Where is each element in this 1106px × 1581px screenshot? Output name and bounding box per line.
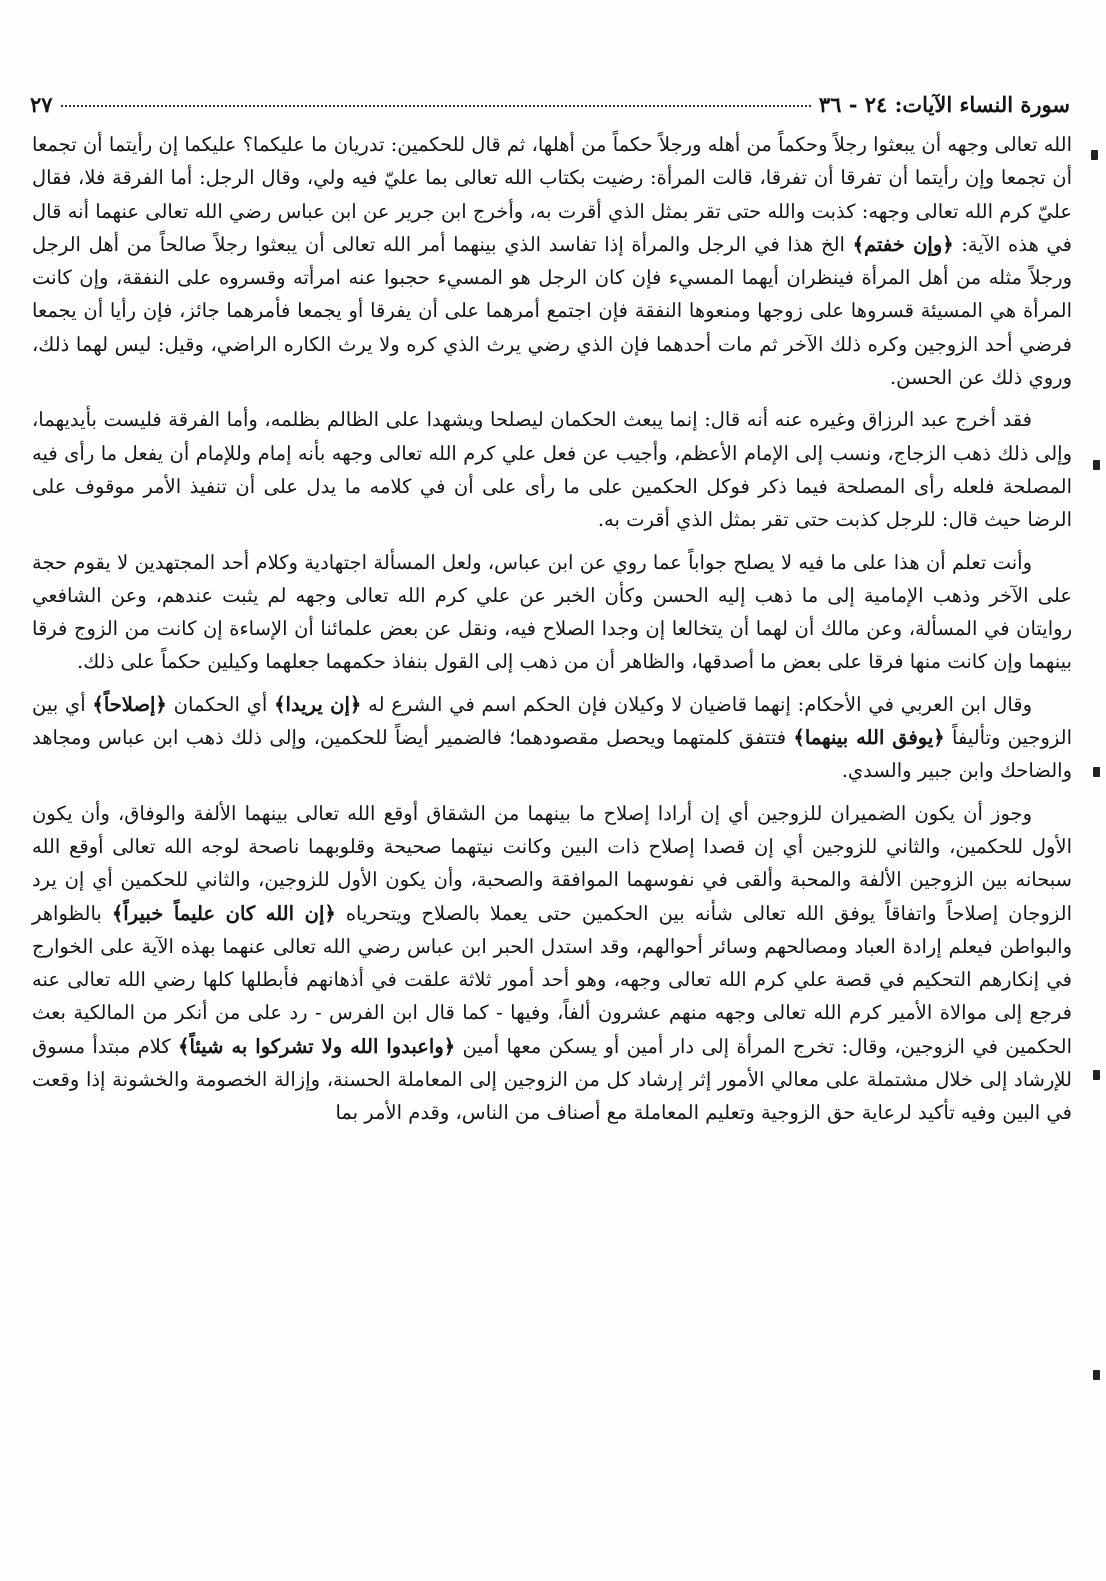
text-run: وأنت تعلم أن هذا على ما فيه لا يصلح جواباً عما روي عن ابن عباس، ولعل المسألة اجتهادية وكلام أحد المجتهدين لا يقوم حجة على الآخر وذهب الإمامية إلى ما ذهب إليه الحسن وكأن الخبر عن علي كرم الله تعالى وجهه لم يثبت عندهم، وعن الشافعي روايتان في المسألة، وعن مالك أن لهما أن يتخالعا إن وجدا الصلاح فيه، ونقل عن بعض علمائنا أن الإساءة إن كانت من الزوج فرقا بينهما وإن كانت منها فرقا على بعض ما أصدقها، والظاهر أن من ذهب إلى القول بنفاذ حكمهما جعلهما وكيلين حكماً على ذلك. [32,550,1072,674]
text-run: فتتفق كلمتهما ويحصل مقصودهما؛ فالضمير أيضاً للحكمين، وإلى ذلك ذهب ابن عباس ومجاهد والضاحك وابن جبير والسدي. [32,726,1072,783]
header-dot-leader [61,105,811,107]
paragraph [32,128,1072,394]
margin-mark [1093,1370,1100,1380]
page-header [30,92,1070,126]
paragraph [32,546,1072,679]
quran-quote: ﴿وإن خفتم﴾ [852,232,954,256]
quran-quote: ﴿إصلاحاً﴾ [92,692,167,716]
paragraph [32,403,1072,536]
page-body-text [32,128,1072,1139]
paragraph [32,797,1072,1130]
margin-mark [1093,1070,1100,1080]
quran-quote: ﴿إن الله كان عليماً خبيراً﴾ [111,901,336,925]
text-run: كلام مبتدأ مسوق للإرشاد إلى خلال مشتملة على معالي الأمور إثر إرشاد كل من الزوجين إلى المعاملة الحسنة، وإزالة الخصومة والخشونة إذا وقعت في البين وفيه تأكيد لرعاية حق الزوجية وتعليم المعاملة مع أصناف من الناس، وقدم الأمر بما [32,1034,1072,1125]
margin-mark [1093,767,1100,777]
quran-quote: ﴿إن يريدا﴾ [274,692,362,716]
text-run: وقال ابن العربي في الأحكام: إنهما قاضيان لا وكيلان فإن الحكم اسم في الشرع له [361,692,1032,716]
running-title: سورة النساء الآيات: ٢٤ - ٣٦ [818,92,1070,117]
paragraph [32,688,1072,788]
quran-quote: ﴿يوفق الله بينهما﴾ [793,726,945,750]
text-run: الخ هذا في الرجل والمرأة إذا تفاسد الذي بينهما أمر الله تعالى أن يبعثوا رجلاً صالحاً من أهل الرجل ورجلاً مثله من أهل المرأة فينظران أيهما المسيء فإن كان الرجل هو المسيء حجبوا عنه امرأته وقسروه على النفقة، وإن كانت المرأة هي المسيئة قسروها على زوجها ومنعوها النفقة فإن اجتمع أمرهما على أن يفرقا أو يجمعا فأمرهما جائز، فإن رأيا أن يجمعا فرضي أحد الزوجين وكره ذلك الآخر ثم مات أحدهما فإن الذي رضي يرث الذي كره ولا يرث الكاره الراضي، وقيل: ليس لهما ذلك، وروي ذلك عن الحسن. [32,232,1072,390]
margin-mark [1093,460,1100,470]
text-run: بالظواهر والبواطن فيعلم إرادة العباد ومصالحهم وسائر أحوالهم، وقد استدل الحبر ابن عباس رضي الله تعالى عنهما بهذه الآية على الخوارج في إنكارهم التحكيم في قصة علي كرم الله تعالى وجهه، وهو أحد أمور ثلاثة علقت في أذهانهم فأبطلها كلها رضي الله تعالى عنه فرجع إلى موالاة الأمير كرم الله تعالى وجهه منهم عشرون ألفاً، وفيها - كما قال ابن الفرس - رد على من أنكر من المالكية بعث الحكمين في الزوجين، وقال: تخرج المرأة إلى دار أمين أو يسكن معها أمين [32,901,1073,1058]
text-run: وجوز أن يكون الضميران للزوجين أي إن أرادا إصلاح ما بينهما من الشقاق أوقع الله تعالى بينهما الألفة والوفاق، وأن يكون الأول للحكمين، والثاني للزوجين أي إن قصدا إصلاح ذات البين وكانت نيتهما صحيحة وقلوبهما ناصحة لوجه الله تعالى أوقع الله سبحانه بين الزوجين الألفة والمحبة وألقى في نفوسهما الموافقة والصحبة، وأن يكون الأول للزوجين، والثاني للحكمين أي إن يرد الزوجان إصلاحاً واتفاقاً يوفق الله تعالى شأنه بين الحكمين حتى يعملا بالصلاح ويتحرياه [32,801,1073,925]
text-run: الله تعالى وجهه أن يبعثوا رجلاً وحكماً من أهله ورجلاً حكماً من أهلها، ثم قال للحكمين: تدريان ما عليكما؟ عليكما إن رأيتما أن تجمعا أن تجمعا وإن رأيتما أن تفرقا أن تفرقا، قالت المرأة: رضيت بكتاب الله تعالى بما عليّ فيه ولي، وقال الرجل: أما الفرقة فلا، فقال عليّ كرم الله تعالى وجهه: كذبت والله حتى تقر بمثل الذي أقرت به، وأخرج ابن جرير عن ابن عباس رضي الله تعالى عنهما أنه قال في هذه الآية: [32,133,1072,256]
text-run: أي الحكمان [166,692,275,716]
quran-quote: ﴿واعبدوا الله ولا تشركوا به شيئاً﴾ [178,1034,456,1058]
text-run: أي بين الزوجين وتأليفاً [32,692,1072,750]
margin-mark [1091,150,1098,160]
page-number: ٢٧ [30,92,53,117]
text-run: فقد أخرج عبد الرزاق وغيره عنه أنه قال: إنما يبعث الحكمان ليصلحا ويشهدا على الظالم بظلمه، وأما الفرقة فليست بأيديهما، وإلى ذلك ذهب الزجاج، ونسب إلى الإمام الأعظم، وأجيب عن فعل علي كرم الله تعالى وجهه بأنه إمام وللإمام أن يفعل ما رأى فيه المصلحة فلعله رأى المصلحة فيما ذكر فوكل الحكمين على ما رأى على أن في كلامه ما يدل على أن تنفيذ الأمر موقوف على الرضا حيث قال: للرجل كذبت حتى تقر بمثل الذي أقرت به. [32,408,1072,532]
